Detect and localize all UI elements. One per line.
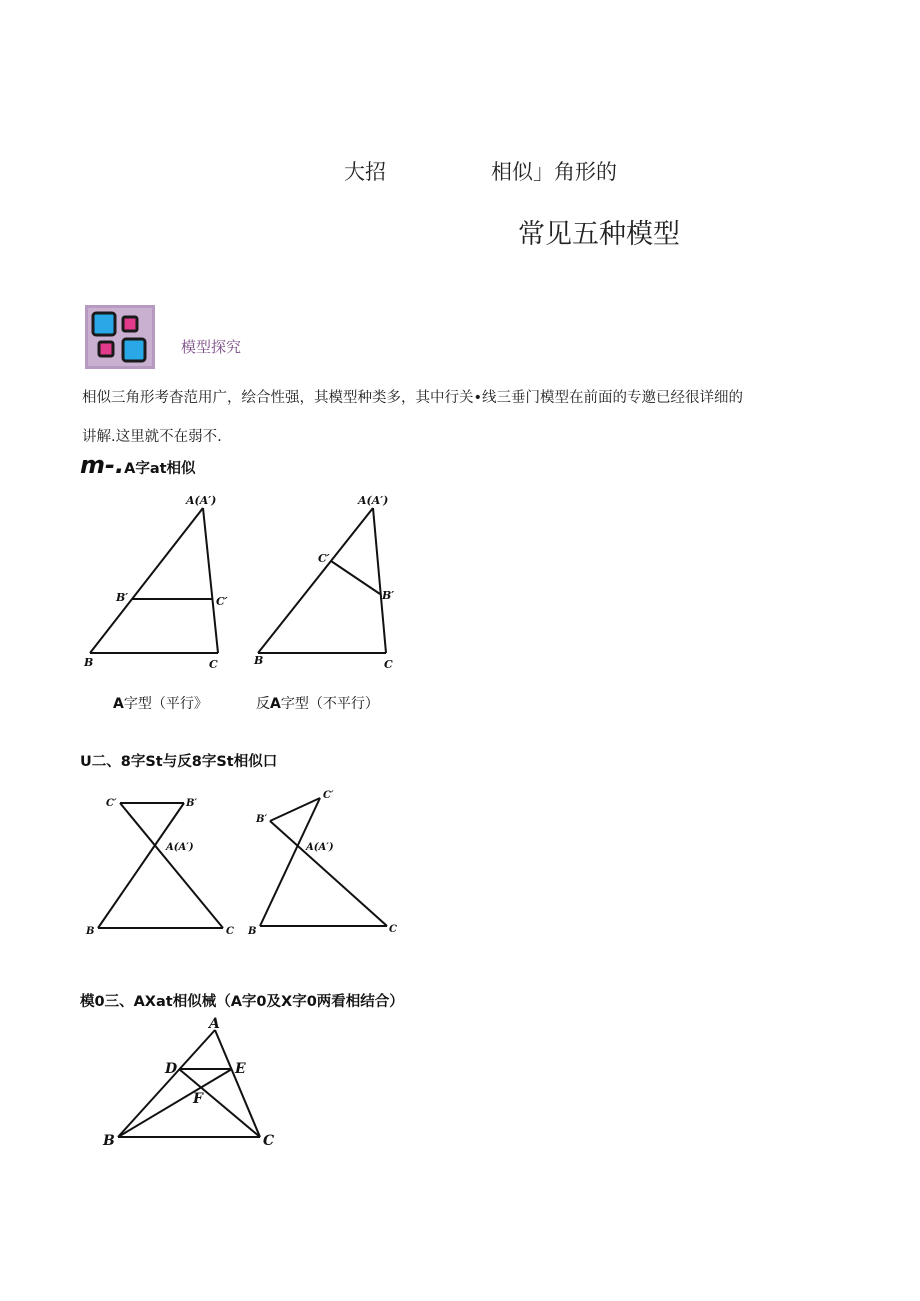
model-tiles-icon <box>85 305 155 369</box>
section-label: 模型探究 <box>181 338 242 356</box>
model1-prefix: m-. <box>80 451 125 479</box>
model2-figures <box>80 788 410 943</box>
page-title: 常见五种模型 <box>518 219 680 250</box>
label-c: C <box>384 658 393 671</box>
model3-figure <box>95 1012 295 1152</box>
label-c-prime: C′ <box>106 798 117 809</box>
label-b: B <box>84 656 94 669</box>
label-b-prime: B′ <box>382 589 395 602</box>
title-part-1: 大招 <box>344 160 386 184</box>
caption-reverse-a: 反A字型（不平行） <box>256 696 379 712</box>
label-e: E <box>235 1061 246 1077</box>
figure-ax-shape <box>102 1016 274 1149</box>
label-a: A(A′) <box>186 494 217 507</box>
model1-heading <box>80 451 196 479</box>
label-a: A(A′) <box>166 842 194 853</box>
label-d: D <box>165 1061 178 1077</box>
label-f: F <box>193 1091 203 1107</box>
figure-reverse-a <box>253 494 394 671</box>
label-b-prime: B′ <box>186 798 198 809</box>
figure-reverse-8-shape <box>247 790 397 937</box>
label-b: B <box>86 926 95 937</box>
label-b-prime: B′ <box>256 814 268 825</box>
figure-a-parallel <box>83 494 228 671</box>
title-part-2: 相似」角形的 <box>491 160 617 184</box>
label-c-prime: C′ <box>216 595 228 608</box>
model1-figures <box>80 490 420 675</box>
label-c: C <box>226 926 234 937</box>
model3-heading: 模0三、AXat相似械（A字0及X字0两看相结合） <box>80 994 404 1010</box>
caption-a-parallel: A字型（平行》 <box>113 696 208 712</box>
label-c: C <box>389 924 397 935</box>
label-b: B <box>254 654 264 667</box>
label-b-prime: B′ <box>116 591 129 604</box>
model2-heading: U二、8字St与反8字St相似口 <box>80 754 278 770</box>
label-b: B <box>103 1133 115 1149</box>
intro-line-1: 相似三角形考杳范用广，绘合性强，其模型种类多，其中行关•线三垂门模型在前面的专邀已经很详细的 <box>82 390 744 406</box>
label-c: C <box>263 1133 275 1149</box>
intro-line-2: 讲解.这里就不在弱不. <box>82 429 222 445</box>
label-a: A(A′) <box>306 842 334 853</box>
label-c-prime: C′ <box>318 552 330 565</box>
label-b: B <box>248 926 257 937</box>
model1-text: A字at相似 <box>124 461 196 477</box>
label-a: A <box>209 1016 220 1032</box>
figure-8-shape <box>85 798 234 937</box>
label-c: C <box>209 658 218 671</box>
label-a: A(A′) <box>358 494 389 507</box>
label-c-prime: C′ <box>323 790 334 801</box>
